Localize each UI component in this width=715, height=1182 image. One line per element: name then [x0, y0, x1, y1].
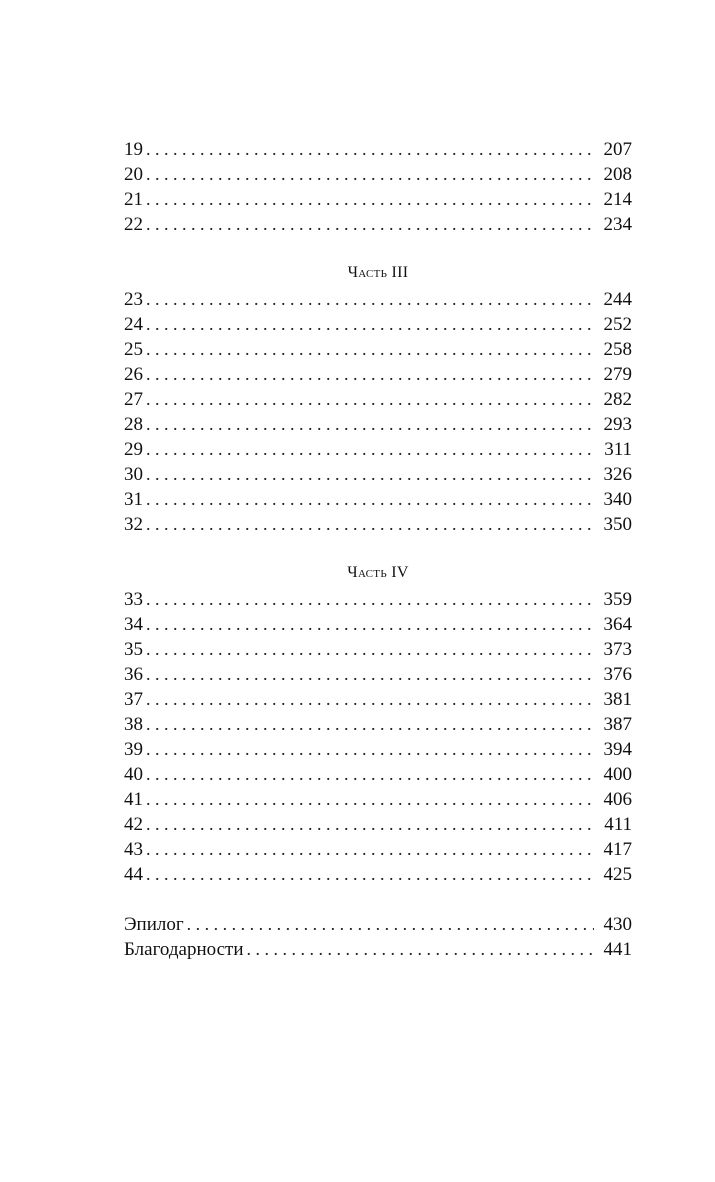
toc-entry-page: 207 [603, 139, 632, 160]
toc-entry-label: Благодарности [124, 939, 244, 960]
toc-entry-label: Эпилог [124, 914, 184, 935]
toc-entry-label: 28 [124, 414, 143, 435]
toc-entry-epilogue [124, 912, 632, 937]
toc-entry-page: 311 [604, 439, 632, 460]
toc-entry-page: 387 [603, 714, 632, 735]
dot-leader [146, 437, 594, 462]
toc-entry-page: 258 [603, 339, 632, 360]
dot-leader [146, 212, 594, 237]
toc-entry [124, 662, 632, 687]
toc-entry-page: 293 [603, 414, 632, 435]
toc-entry-page: 394 [603, 739, 632, 760]
dot-leader [146, 512, 594, 537]
toc-entry [124, 212, 632, 237]
toc-entry [124, 762, 632, 787]
dot-leader [146, 637, 594, 662]
dot-leader [247, 937, 594, 962]
toc-section-part4 [124, 587, 632, 887]
toc-entry-label: 39 [124, 739, 143, 760]
dot-leader [146, 387, 594, 412]
toc-entry [124, 137, 632, 162]
toc-entry [124, 687, 632, 712]
dot-leader [146, 462, 594, 487]
toc-entry-label: 42 [124, 814, 143, 835]
dot-leader [146, 612, 594, 637]
part-heading-3: Часть III [347, 264, 409, 281]
toc-entry [124, 362, 632, 387]
dot-leader [146, 712, 594, 737]
toc-entry-label: 34 [124, 614, 143, 635]
toc-entry [124, 312, 632, 337]
toc-entry-label: 24 [124, 314, 143, 335]
toc-entry [124, 587, 632, 612]
dot-leader [146, 587, 594, 612]
dot-leader [146, 837, 594, 862]
dot-leader [146, 337, 594, 362]
toc-entry [124, 637, 632, 662]
toc-entry-page: 430 [603, 914, 632, 935]
toc-entry [124, 837, 632, 862]
toc-entry-label: 32 [124, 514, 143, 535]
toc-entry [124, 462, 632, 487]
toc-entry [124, 712, 632, 737]
toc-entry [124, 387, 632, 412]
dot-leader [187, 912, 594, 937]
toc-entry-acknowledgements [124, 937, 632, 962]
toc-entry [124, 787, 632, 812]
toc-entry-page: 214 [603, 189, 632, 210]
toc-entry-page: 244 [603, 289, 632, 310]
toc-entry-page: 279 [603, 364, 632, 385]
toc-section-part3 [124, 287, 632, 537]
toc-entry-label: 38 [124, 714, 143, 735]
toc-entry-page: 350 [603, 514, 632, 535]
toc-entry-label: 41 [124, 789, 143, 810]
dot-leader [146, 662, 594, 687]
toc-entry [124, 337, 632, 362]
toc-entry-page: 364 [603, 614, 632, 635]
toc-entry [124, 487, 632, 512]
toc-entry-page: 400 [603, 764, 632, 785]
toc-entry-label: 21 [124, 189, 143, 210]
toc-entry [124, 162, 632, 187]
dot-leader [146, 412, 594, 437]
toc-entry-page: 441 [603, 939, 632, 960]
toc-entry-page: 359 [603, 589, 632, 610]
toc-entry-page: 417 [603, 839, 632, 860]
toc-entry-label: 36 [124, 664, 143, 685]
part-heading-4: Часть IV [347, 564, 409, 581]
toc-entry-page: 340 [603, 489, 632, 510]
toc-entry-page: 326 [603, 464, 632, 485]
dot-leader [146, 162, 594, 187]
toc-entry-page: 208 [603, 164, 632, 185]
toc-entry-label: 20 [124, 164, 143, 185]
toc-entry-label: 33 [124, 589, 143, 610]
toc-entry-label: 25 [124, 339, 143, 360]
dot-leader [146, 812, 594, 837]
toc-entry-label: 26 [124, 364, 143, 385]
table-of-contents [124, 137, 632, 962]
toc-section-part2-continued [124, 137, 632, 237]
toc-entry-label: 19 [124, 139, 143, 160]
toc-entry-label: 31 [124, 489, 143, 510]
toc-entry [124, 612, 632, 637]
dot-leader [146, 787, 594, 812]
toc-entry-label: 23 [124, 289, 143, 310]
toc-entry-page: 282 [603, 389, 632, 410]
toc-entry-page: 252 [603, 314, 632, 335]
toc-entry-page: 234 [603, 214, 632, 235]
toc-entry-label: 43 [124, 839, 143, 860]
toc-entry-page: 411 [604, 814, 632, 835]
toc-entry-label: 40 [124, 764, 143, 785]
dot-leader [146, 862, 594, 887]
toc-entry-page: 373 [603, 639, 632, 660]
toc-entry [124, 812, 632, 837]
toc-entry [124, 187, 632, 212]
toc-entry [124, 737, 632, 762]
toc-entry-label: 29 [124, 439, 143, 460]
toc-entry [124, 437, 632, 462]
dot-leader [146, 362, 594, 387]
toc-entry-label: 37 [124, 689, 143, 710]
toc-entry [124, 862, 632, 887]
section-spacer [124, 887, 632, 912]
dot-leader [146, 187, 594, 212]
toc-entry-label: 27 [124, 389, 143, 410]
toc-entry-label: 22 [124, 214, 143, 235]
toc-entry [124, 512, 632, 537]
toc-entry-page: 381 [603, 689, 632, 710]
dot-leader [146, 487, 594, 512]
toc-entry-page: 376 [603, 664, 632, 685]
toc-entry-label: 44 [124, 864, 143, 885]
dot-leader [146, 737, 594, 762]
toc-entry-page: 425 [603, 864, 632, 885]
toc-section-backmatter [124, 912, 632, 962]
toc-entry [124, 287, 632, 312]
dot-leader [146, 137, 594, 162]
dot-leader [146, 287, 594, 312]
toc-entry-label: 30 [124, 464, 143, 485]
toc-entry-label: 35 [124, 639, 143, 660]
dot-leader [146, 687, 594, 712]
dot-leader [146, 762, 594, 787]
toc-entry-page: 406 [603, 789, 632, 810]
toc-entry [124, 412, 632, 437]
dot-leader [146, 312, 594, 337]
